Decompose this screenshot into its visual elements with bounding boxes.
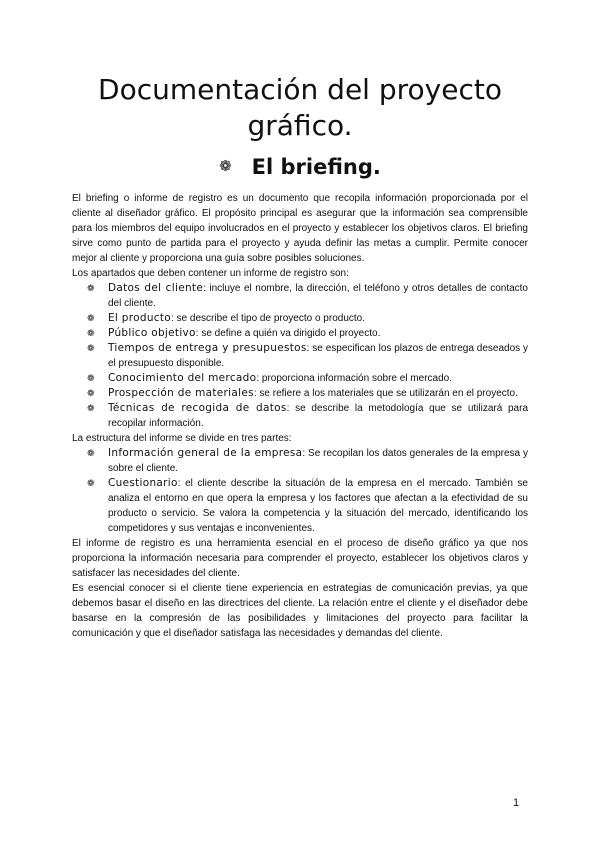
flower-bullet-icon: ❁ (87, 313, 95, 323)
item-text: : Se recopilan los datos generales de la empresa y sobre el cliente. (108, 448, 528, 474)
flower-bullet-icon: ❁ (87, 328, 95, 338)
item-text: : proporciona información sobre el mercado. (256, 373, 452, 384)
flower-bullet-icon: ❁ (87, 343, 95, 353)
flower-bullet-icon: ❁ (87, 283, 95, 293)
list-item (87, 341, 528, 371)
apartados-list (72, 281, 528, 431)
item-term: Tiempos de entrega y presupuestos (108, 342, 307, 354)
flower-bullet-icon: ❁ (87, 478, 95, 488)
item-text: : se refiere a los materiales que se utilizarán en el proyecto. (253, 388, 518, 399)
item-term: Información general de la empresa (108, 447, 303, 459)
item-term: Datos del cliente (108, 282, 204, 294)
item-term: Cuestionario (108, 477, 178, 489)
list-item (87, 476, 528, 536)
intro-paragraph: El briefing o informe de registro es un documento que recopila información proporcionada por el cliente al diseñador gráfico. El propósito principal es asegurar que la información sea comprensible para los miembros del equipo involucrados en el proyecto y establecer los objetivos claros. El briefing sirve como punto de partida para el proyecto y ayuda definir las metas a cumplir. Permite conocer mejor al cliente y proporciona una guía sobre posibles soluciones. (72, 193, 528, 264)
item-text: : se describe la metodología que se utilizará para recopilar información. (108, 403, 529, 429)
item-term: Prospección de materiales (108, 387, 254, 399)
flower-bullet-icon: ❁ (87, 373, 95, 383)
estructura-intro: La estructura del informe se divide en tres partes: (72, 433, 292, 444)
item-term: Técnicas de recogida de datos (108, 402, 287, 414)
section-heading-text: El briefing. (251, 155, 381, 179)
final-paragraph: Es esencial conocer si el cliente tiene experiencia en estrategias de comunicación previas, ya que debemos basar el diseño en las directrices del cliente. La relación entre el cliente y el diseñador debe basarse en la compresión de las posibilidades y limitaciones del proyecto para facilitar la comunicación y que el diseñador satisfaga las necesidades y demandas del cliente. (72, 583, 528, 639)
list-item (87, 311, 528, 326)
item-text: : se especifican los plazos de entrega deseados y el presupuesto disponible. (108, 343, 528, 369)
item-text: : incluye el nombre, la dirección, el teléfono y otros detalles de contacto del cliente. (108, 283, 528, 309)
item-text: : el cliente describe la situación de la empresa en el mercado. También se analiza el entorno en que opera la empresa y los factores que afectan a la efectividad de su producto o servicio. Se valora la competencia y la situación del mercado, identificando los competidores y sus ventajas e inconvenientes. (108, 478, 528, 534)
list-item (87, 386, 528, 401)
conclusion-paragraph: El informe de registro es una herramienta esencial en el proceso de diseño gráfico ya que nos proporciona la información necesaria para comprender el proyecto, establecer los objetivos claros y satisfacer las necesidades del cliente. (72, 538, 528, 579)
item-term: Público objetivo (108, 327, 196, 339)
item-text: : se describe el tipo de proyecto o producto. (171, 313, 366, 324)
page-number: 1 (513, 797, 520, 809)
document-title: Documentación del proyecto gráfico. (98, 73, 502, 142)
list-item (87, 446, 528, 476)
flower-bullet-icon: ❁ (87, 403, 95, 413)
item-term: El producto (108, 312, 171, 324)
flower-bullet-icon: ❁ (87, 448, 95, 458)
item-term: Conocimiento del mercado (108, 372, 257, 384)
list-item (87, 281, 528, 311)
list-item (87, 401, 529, 431)
section-heading (60, 153, 540, 180)
list-item (87, 371, 528, 386)
list-item (87, 326, 528, 341)
apartados-intro: Los apartados que deben contener un informe de registro son: (72, 268, 349, 279)
estructura-list (72, 446, 528, 536)
document-body (72, 191, 528, 641)
flower-bullet-icon: ❁ (219, 157, 232, 175)
flower-bullet-icon: ❁ (87, 388, 95, 398)
item-text: : se define a quién va dirigido el proyecto. (195, 328, 381, 339)
